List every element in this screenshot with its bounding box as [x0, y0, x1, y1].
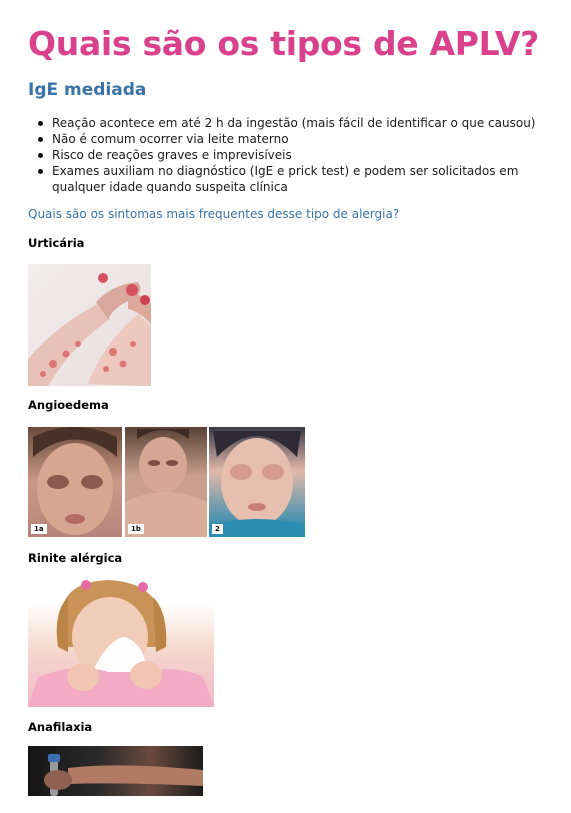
rinite-illustration: [28, 577, 214, 707]
section-subtitle: IgE mediada: [28, 80, 147, 100]
panel-tag: 1b: [128, 524, 144, 534]
panel-tag: 1a: [31, 524, 47, 534]
angioedema-photo-1a: [28, 427, 122, 537]
anafilaxia-label: Anafilaxia: [28, 720, 93, 734]
anafilaxia-illustration: [28, 746, 203, 796]
bullet-item: Reação acontece em até 2 h da ingestão (mais fácil de identificar o que causou): [52, 115, 557, 131]
bullet-item: Exames auxiliam no diagnóstico (IgE e prick test) e podem ser solicitados em qualquer idade quando suspeita clínica: [52, 163, 557, 195]
page-title: Quais são os tipos de APLV?: [28, 24, 539, 63]
bullet-list: [28, 115, 557, 195]
angioedema-photo-1b: [125, 427, 207, 537]
bullet-item: Risco de reações graves e imprevisíveis: [52, 147, 557, 163]
rinite-label: Rinite alérgica: [28, 551, 123, 565]
urticaria-photo: [28, 264, 151, 386]
bullet-item: Não é comum ocorrer via leite materno: [52, 131, 557, 147]
symptoms-question: Quais são os sintomas mais frequentes desse tipo de alergia?: [28, 207, 400, 221]
angioedema-photo-2: [209, 427, 305, 537]
angioedema-illustration-1b: [125, 427, 207, 537]
angioedema-illustration-1a: [28, 427, 122, 537]
rinite-photo: [28, 577, 214, 707]
anafilaxia-photo: [28, 746, 203, 796]
urticaria-illustration: [28, 264, 151, 386]
urticaria-label: Urticária: [28, 236, 85, 250]
angioedema-label: Angioedema: [28, 398, 109, 412]
panel-tag: 2: [212, 524, 223, 534]
angioedema-illustration-2: [209, 427, 305, 537]
